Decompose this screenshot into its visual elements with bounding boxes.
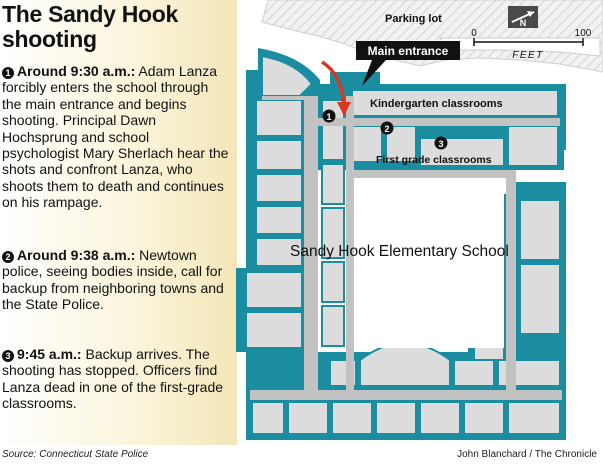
- source-note: Source: Connecticut State Police: [2, 449, 149, 460]
- parking-lot-area: [262, 0, 603, 72]
- school-name-label: Sandy Hook Elementary School: [290, 243, 509, 260]
- svg-text:2: 2: [384, 124, 390, 134]
- marker-1: [323, 110, 336, 123]
- north-label: N: [519, 18, 527, 28]
- scale-start-label: 0: [471, 28, 477, 39]
- scale-end-label: 100: [574, 28, 592, 39]
- event-time-3: 9:45 a.m.:: [17, 346, 82, 362]
- main-entrance-label: Main entrance: [367, 44, 449, 58]
- event-marker-3: 3: [2, 350, 14, 362]
- parking-lot-label: Parking lot: [385, 13, 442, 25]
- kindergarten-label: Kindergarten classrooms: [370, 98, 503, 110]
- page-title: The Sandy Hook shooting: [2, 1, 178, 52]
- event-marker-2: 2: [2, 251, 14, 263]
- event-text-1: Adam Lanza forcibly enters the school through the main entrance and begins shooting. Principal Dawn Hochsprung and school psychologist Mary Sherlach hear the shots and confront Lanza, who shoots them to death and continues on his rampage.: [2, 63, 229, 211]
- svg-text:3: 3: [438, 139, 444, 149]
- marker-3: [435, 137, 448, 150]
- event-time-2: Around 9:38 a.m.:: [17, 247, 136, 263]
- svg-text:1: 1: [326, 112, 332, 122]
- first-grade-label: First grade classrooms: [376, 154, 492, 166]
- credit-line: John Blanchard / The Chronicle: [457, 449, 597, 460]
- event-text-2: Newtown police, seeing bodies inside, call for backup from neighboring towns and the State Police.: [2, 247, 224, 313]
- courtyard: [356, 180, 504, 348]
- scale-unit-label: FEET: [512, 50, 544, 61]
- event-marker-1: 1: [2, 67, 14, 79]
- event-time-1: Around 9:30 a.m.:: [17, 63, 136, 79]
- event-text-3: Backup arrives. The shooting has stopped. Officers find Lanza dead in one of the first-grade classrooms.: [2, 346, 224, 412]
- marker-2: [381, 122, 394, 135]
